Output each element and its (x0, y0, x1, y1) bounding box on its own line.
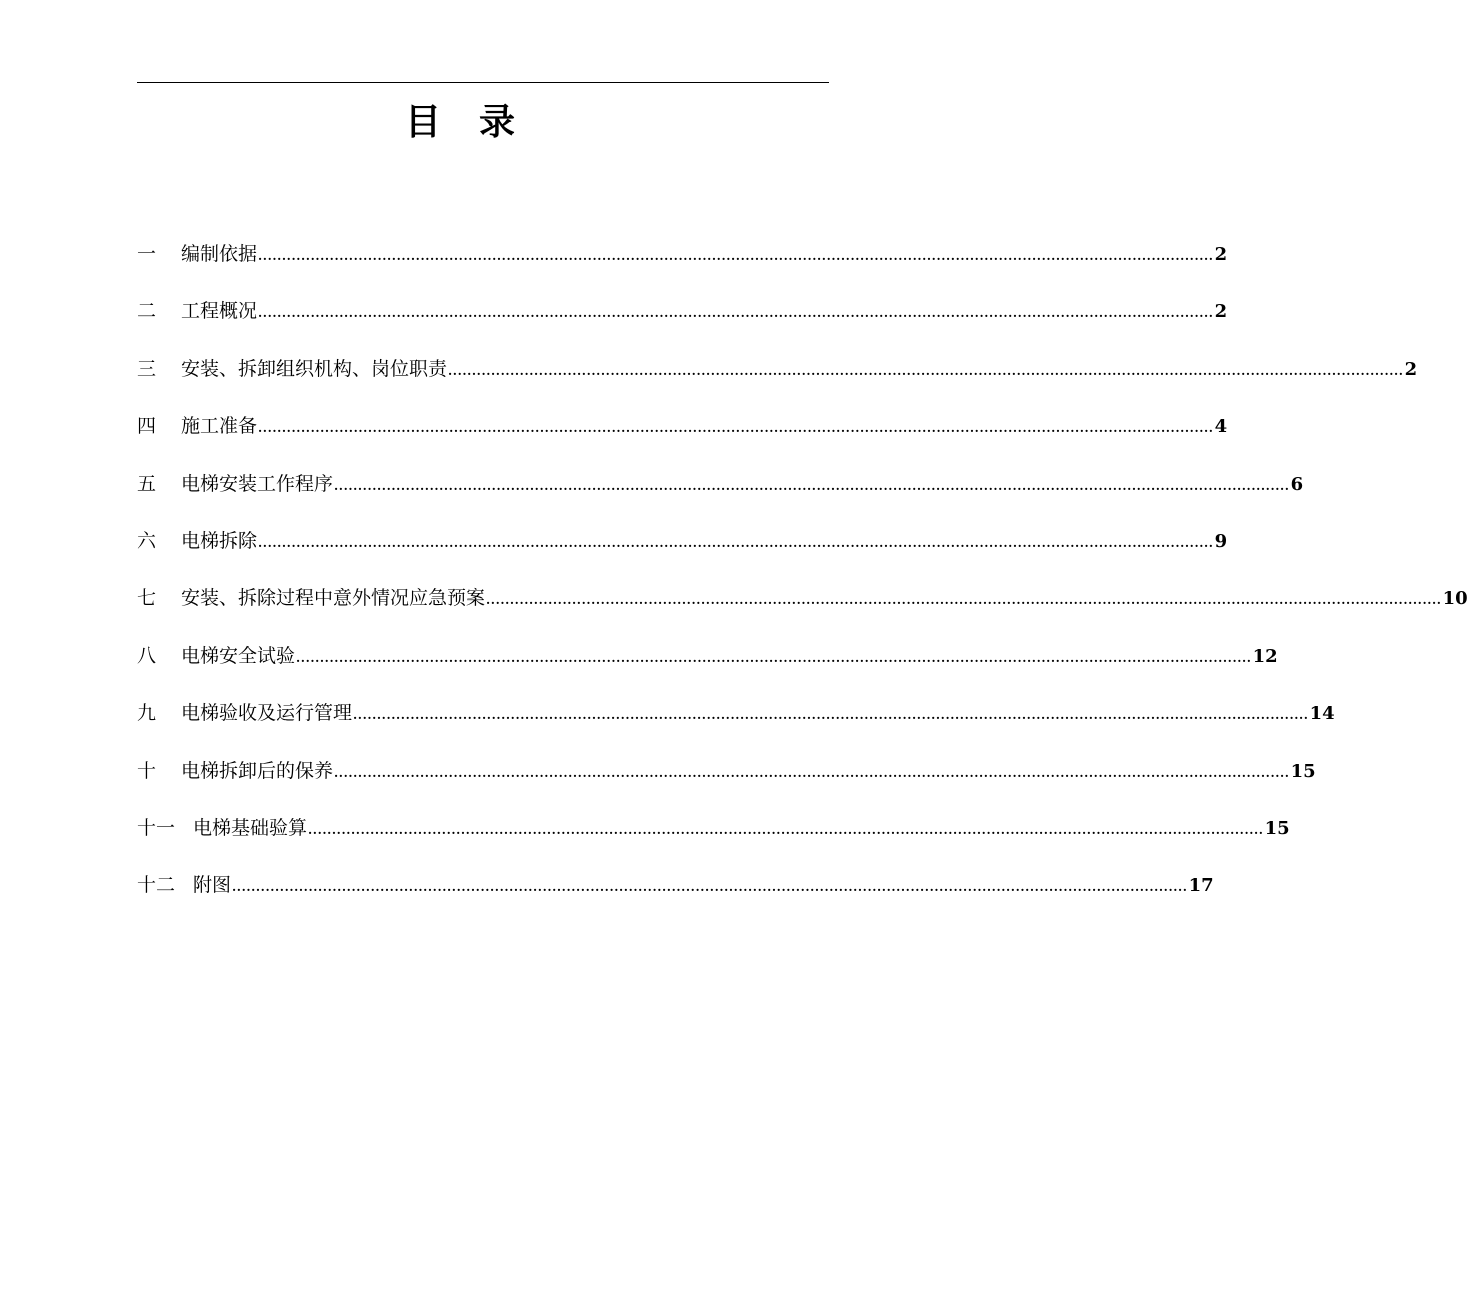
toc-entry-number: 一 (137, 243, 157, 265)
toc-entry-title: 电梯拆除 (181, 529, 258, 552)
toc-entry-number: 二 (137, 300, 157, 323)
toc-entry-number: 六 (137, 529, 157, 552)
page-title (0, 96, 920, 148)
toc-entry-title: 安装、拆卸组织机构、岗位职责 (181, 357, 448, 380)
dot-leader: ........................................................................................................................................................................................................ (308, 822, 1264, 837)
toc-entry-title: 电梯安装工作程序 (181, 472, 334, 495)
toc-entry[interactable] (137, 466, 1304, 523)
toc-entry-page: 17 (1188, 875, 1214, 897)
dot-leader: ........................................................................................................................................................................................................ (353, 708, 1309, 723)
toc-entry[interactable] (137, 293, 1228, 350)
dot-leader: ........................................................................................................................................................................................................ (258, 306, 1214, 321)
toc-entry-title: 工程概况 (181, 300, 258, 323)
toc-entry-page: 9 (1214, 530, 1228, 552)
toc-entry[interactable] (137, 810, 1290, 867)
toc-entry-number: 十二 (137, 874, 176, 897)
dot-leader: ........................................................................................................................................................................................................ (486, 593, 1442, 608)
toc-entry-number: 四 (137, 415, 157, 438)
toc-entry[interactable] (137, 638, 1278, 695)
toc-entry[interactable] (137, 236, 1228, 293)
toc-entry-page: 15 (1264, 817, 1290, 839)
title-char-2: 录 (479, 101, 516, 143)
toc-entry-title: 电梯验收及运行管理 (181, 702, 353, 725)
dot-leader: ........................................................................................................................................................................................................ (258, 249, 1214, 263)
toc-entry[interactable] (137, 580, 1468, 637)
toc-entry[interactable] (137, 867, 1214, 924)
toc-entry-number: 九 (137, 702, 157, 725)
toc-entry-page: 2 (1404, 358, 1418, 380)
dot-leader: ........................................................................................................................................................................................................ (296, 650, 1252, 665)
toc-entry-page: 2 (1214, 301, 1228, 323)
toc-entry[interactable] (137, 695, 1335, 752)
dot-leader: ........................................................................................................................................................................................................ (258, 421, 1214, 436)
toc-entry-page: 4 (1214, 416, 1228, 438)
toc-entry-page: 15 (1290, 760, 1316, 782)
toc-entry-title: 编制依据 (181, 243, 258, 265)
toc-entry-title: 电梯基础验算 (193, 816, 308, 839)
dot-leader: ........................................................................................................................................................................................................ (232, 880, 1188, 895)
toc-entry-number: 七 (137, 587, 157, 610)
toc-entry-page: 14 (1309, 703, 1335, 725)
toc-entry-title: 安装、拆除过程中意外情况应急预案 (181, 587, 486, 610)
toc-entry-number: 五 (137, 472, 157, 495)
toc-entry-title: 施工准备 (181, 415, 258, 438)
toc-entry-number: 三 (137, 357, 157, 380)
header-rule (137, 82, 829, 83)
dot-leader: ........................................................................................................................................................................................................ (448, 363, 1404, 378)
toc-entry-number: 八 (137, 644, 157, 667)
toc-entry-page: 2 (1214, 244, 1228, 265)
toc-entry-title: 附图 (193, 874, 232, 897)
toc-entry[interactable] (137, 408, 1228, 465)
toc-entry-page: 6 (1290, 473, 1304, 495)
table-of-contents (137, 236, 1468, 925)
toc-entry-number: 十一 (137, 816, 176, 839)
toc-entry-number: 十 (137, 759, 157, 782)
toc-entry[interactable] (137, 351, 1418, 408)
toc-entry[interactable] (137, 753, 1316, 810)
toc-entry-page: 10 (1442, 588, 1468, 610)
dot-leader: ........................................................................................................................................................................................................ (334, 478, 1290, 493)
toc-entry-page: 12 (1252, 645, 1278, 667)
title-char-1: 目 (404, 101, 441, 143)
toc-entry[interactable] (137, 523, 1228, 580)
toc-entry-title: 电梯安全试验 (181, 644, 296, 667)
dot-leader: ........................................................................................................................................................................................................ (334, 765, 1290, 780)
dot-leader: ........................................................................................................................................................................................................ (258, 535, 1214, 550)
toc-entry-title: 电梯拆卸后的保养 (181, 759, 334, 782)
